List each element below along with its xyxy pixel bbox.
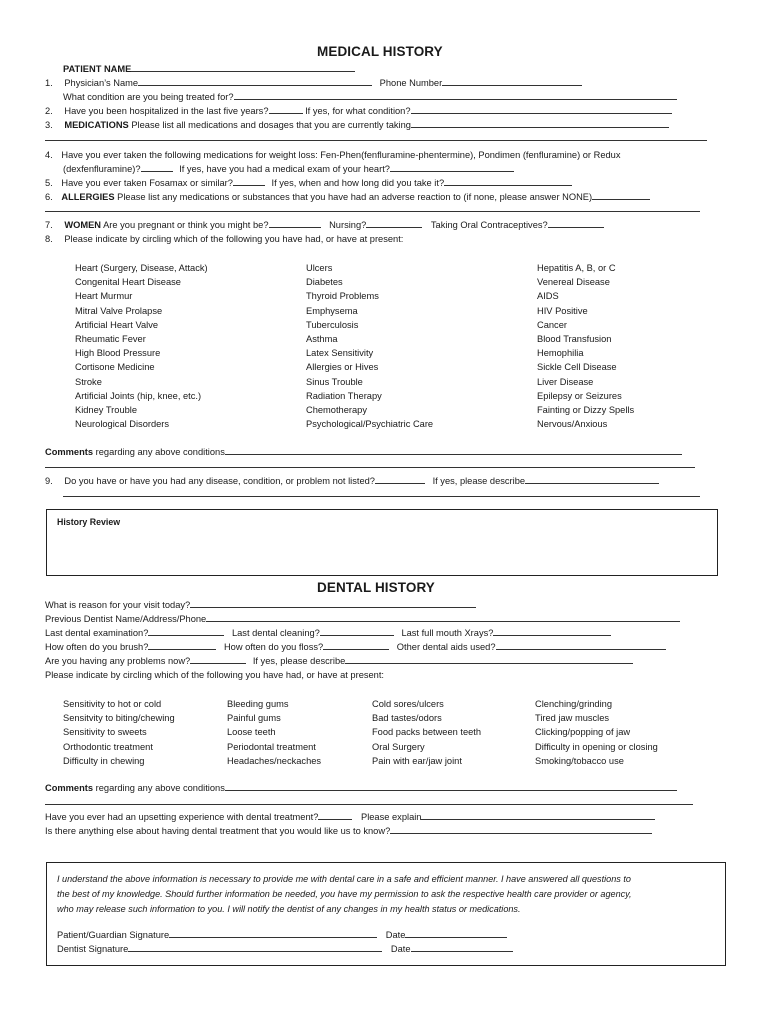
visit-reason-row [45,598,476,612]
condition-item[interactable]: Kidney Trouble [75,405,138,416]
q6-row [45,190,650,204]
condition-item[interactable]: Stroke [75,376,102,387]
dental-column-1 [63,697,175,768]
dentist-signature-field[interactable] [128,943,382,952]
other-aids-label: Other dental aids used? [396,642,496,652]
hospitalized-condition-label: If yes, for what condition? [305,106,411,116]
dental-comments-bold-label: Comments [45,783,94,793]
fosamax-label: Have you ever taken Fosamax or similar? [61,178,233,188]
nursing-label: Nursing? [329,220,367,230]
dental-column-3 [372,697,481,768]
condition-item[interactable]: Radiation Therapy [306,390,382,401]
condition-item[interactable]: Allergies or Hives [306,362,379,373]
condition-item[interactable]: Asthma [306,334,338,345]
history-review-box[interactable] [46,509,718,576]
hygiene-row [45,640,666,654]
q7-row [45,218,604,232]
condition-item[interactable]: Hemophilia [537,348,584,359]
condition-item[interactable]: Diabetes [306,277,343,288]
condition-item[interactable]: Venereal Disease [537,277,610,288]
q4-row [45,148,621,162]
other-disease-describe-label: If yes, please describe [432,476,526,486]
consent-box [46,862,726,966]
condition-item[interactable]: Mitral Valve Prolapse [75,305,163,316]
dentist-date-field[interactable] [411,943,513,952]
dental-condition-item[interactable]: Bleeding gums [227,699,289,709]
brush-field[interactable] [148,641,216,650]
condition-item[interactable]: Sinus Trouble [306,376,363,387]
dental-comments-field-line-2[interactable] [45,804,693,805]
physician-name-label: Physician’s Name [64,78,139,88]
anything-else-row [45,824,652,838]
problems-field[interactable] [190,655,246,664]
consent-statement [57,872,632,917]
dental-column-2 [227,697,321,768]
dentist-signature-row [57,942,513,956]
dental-condition-item[interactable]: Periodontal treatment [227,741,316,752]
conditions-column-1 [75,261,208,431]
floss-field[interactable] [323,641,389,650]
q7-number: 7. [45,220,53,230]
condition-item[interactable]: AIDS [537,291,559,302]
pregnant-field[interactable] [269,219,321,228]
fosamax-field[interactable] [233,177,265,186]
upsetting-row [45,810,655,824]
hospitalized-label: Have you been hospitalized in the last five years? [64,106,269,116]
condition-item[interactable]: Liver Disease [537,376,594,387]
phone-number-field[interactable] [442,77,582,86]
dental-condition-item[interactable]: Difficulty in opening or closing [535,741,658,752]
patient-date-field[interactable] [405,929,507,938]
dexfenfluramine-label: (dexfenfluramine)? [63,164,141,174]
fosamax-when-label: If yes, when and how long did you take it? [271,178,445,188]
patient-date-label: Date [385,930,406,940]
other-disease-label: Do you have or have you had any disease, condition, or problem not listed? [64,476,375,486]
condition-item[interactable]: Emphysema [306,305,358,316]
dental-indicate-row [45,668,384,682]
condition-item[interactable]: Hepatitis A, B, or C [537,263,616,273]
dental-condition-item[interactable]: Cold sores/ulcers [372,699,444,709]
heart-exam-label: If yes, have you had a medical exam of your heart? [179,164,390,174]
last-visits-row [45,626,611,640]
patient-signature-label: Patient/Guardian Signature [57,930,170,940]
dental-condition-item[interactable]: Food packs between teeth [372,727,482,738]
other-disease-field-line-2[interactable] [63,496,700,497]
consent-line-3: who may release such information to you. I will notify the dentist of any changes in my health status or medications. [57,904,521,914]
history-review-label: History Review [57,517,121,527]
medical-comments-field[interactable] [225,446,682,455]
conditions-column-3 [537,261,634,431]
patient-name-field[interactable] [131,63,355,72]
prev-dentist-label: Previous Dentist Name/Address/Phone [45,614,207,624]
prev-dentist-row [45,612,680,626]
fosamax-when-field[interactable] [444,177,572,186]
medical-history-title: MEDICAL HISTORY [317,44,443,59]
dental-comments-row [45,781,677,795]
pregnant-label: Are you pregnant or think you might be? [103,220,269,230]
q3-row [45,118,669,132]
condition-item[interactable]: High Blood Pressure [75,348,161,359]
condition-item[interactable]: Blood Transfusion [537,334,612,345]
anything-else-field[interactable] [390,825,652,834]
dental-condition-item[interactable]: Orthodontic treatment [63,741,153,752]
phone-number-label: Phone Number [379,78,443,88]
condition-item[interactable]: Epilepsy or Seizures [537,390,622,401]
upsetting-field[interactable] [318,811,352,820]
dental-condition-item[interactable]: Loose teeth [227,727,276,738]
oral-contraceptives-field[interactable] [548,219,604,228]
prev-dentist-field[interactable] [206,613,680,622]
condition-item[interactable]: Cancer [537,319,567,330]
problems-row [45,654,633,668]
medications-field-line-2[interactable] [45,140,707,141]
dexfenfluramine-field[interactable] [141,163,173,172]
q6-number: 6. [45,192,53,202]
hospitalized-condition-field[interactable] [411,105,672,114]
hospitalized-field[interactable] [269,105,303,114]
condition-item[interactable]: Neurological Disorders [75,419,170,430]
condition-item[interactable]: Latex Sensitivity [306,348,374,359]
q8-number: 8. [45,234,53,244]
q9-number: 9. [45,476,53,486]
q3-number: 3. [45,120,53,130]
nursing-field[interactable] [366,219,422,228]
condition-item[interactable]: Tuberculosis [306,319,359,330]
weight-loss-meds-label: Have you ever taken the following medications for weight loss: Fen-Phen(fenfluramine-phentermine), Pondimen (fenfluramine) or Redux [61,150,621,160]
condition-item[interactable]: HIV Positive [537,305,588,316]
dental-condition-item[interactable]: Bad tastes/odors [372,713,442,724]
dental-condition-item[interactable]: Sensitvity to biting/chewing [63,713,175,724]
medical-comments-label: regarding any above conditions [95,447,225,457]
q1-number: 1. [45,78,53,88]
last-xrays-label: Last full mouth Xrays? [401,628,494,638]
q9-row [45,474,659,488]
visit-reason-field[interactable] [190,599,476,608]
dental-condition-item[interactable]: Clenching/grinding [535,699,613,709]
explain-label: Please explain [361,812,422,822]
brush-label: How often do you brush? [45,642,149,652]
condition-treated-field[interactable] [234,91,677,100]
allergies-label: Please list any medications or substances that you have had an adverse reaction to (if none, please answer NONE) [117,192,593,202]
condition-item[interactable]: Sickle Cell Disease [537,362,617,373]
problems-describe-field[interactable] [345,655,633,664]
condition-item[interactable]: Artificial Heart Valve [75,319,159,330]
floss-label: How often do you floss? [223,642,324,652]
dental-indicate-label: Please indicate by circling which of the following you have had, or have at present: [45,670,385,680]
problems-label: Are you having any problems now? [45,656,191,666]
condition-item[interactable]: Psychological/Psychiatric Care [306,419,434,430]
condition-item[interactable]: Chemotherapy [306,405,367,416]
dental-condition-item[interactable]: Clicking/popping of jaw [535,727,631,738]
other-disease-describe-field[interactable] [525,475,659,484]
q5-row [45,176,572,190]
q4-sub-row [63,162,514,176]
condition-item[interactable]: Fainting or Dizzy Spells [537,405,635,416]
last-exam-label: Last dental examination? [45,628,149,638]
dental-column-4 [535,697,658,768]
condition-item[interactable]: Heart (Surgery, Disease, Attack) [75,263,208,273]
dentist-signature-label: Dentist Signature [57,944,129,954]
dental-condition-item[interactable]: Tired jaw muscles [535,713,610,724]
q8-row [45,232,403,246]
condition-item[interactable]: Rheumatic Fever [75,334,146,345]
other-aids-field[interactable] [496,641,666,650]
medical-comments-row [45,445,682,459]
condition-item[interactable]: Congenital Heart Disease [75,277,181,288]
dental-condition-item[interactable]: Headaches/neckaches [227,755,322,766]
heart-exam-field[interactable] [390,163,514,172]
dental-comments-label: regarding any above conditions [95,783,225,793]
dental-condition-item[interactable]: Difficulty in chewing [63,755,145,766]
patient-name-row [63,62,355,76]
allergies-field-line-2[interactable] [45,211,700,212]
q1-row [45,76,582,90]
other-disease-field[interactable] [375,475,425,484]
q1-sub-row [63,90,677,104]
dental-condition-item[interactable]: Sensitivity to hot or cold [63,699,162,709]
oral-contraceptives-label: Taking Oral Contraceptives? [430,220,548,230]
visit-reason-label: What is reason for your visit today? [45,600,191,610]
medications-label: Please list all medications and dosages that you are currently taking [131,120,411,130]
explain-field[interactable] [421,811,655,820]
q2-number: 2. [45,106,53,116]
dental-condition-item[interactable]: Sensitivity to sweets [63,727,147,738]
condition-item[interactable]: Nervous/Anxious [537,419,608,430]
anything-else-label: Is there anything else about having dental treatment that you would like us to know? [45,826,391,836]
patient-signature-field[interactable] [169,929,377,938]
conditions-column-2 [306,261,433,431]
last-cleaning-label: Last dental cleaning? [231,628,320,638]
condition-item[interactable]: Artificial Joints (hip, knee, etc.) [75,390,202,401]
dental-condition-item[interactable]: Oral Surgery [372,741,425,752]
q2-row [45,104,672,118]
dental-condition-item[interactable]: Pain with ear/jaw joint [372,755,462,766]
dental-condition-item[interactable]: Painful gums [227,713,281,724]
condition-item[interactable]: Ulcers [306,263,333,273]
upsetting-label: Have you ever had an upsetting experience with dental treatment? [45,812,319,822]
allergies-bold-label: ALLERGIES [61,192,115,202]
dental-history-title: DENTAL HISTORY [317,580,435,595]
medications-field[interactable] [411,119,669,128]
medications-bold-label: MEDICATIONS [64,120,129,130]
last-xrays-field[interactable] [493,627,611,636]
consent-line-2: the best of my knowledge. Should further information be needed, you have my permission to ask the respective health care provider or agency, [57,889,632,899]
dental-condition-item[interactable]: Smoking/tobacco use [535,755,624,766]
condition-treated-label: What condition are you being treated for? [63,92,234,102]
consent-line-1: I understand the above information is necessary to provide me with dental care in a safe and efficient manner. I have answered all questions to [57,874,631,884]
medical-comments-field-line-2[interactable] [45,467,695,468]
dental-comments-field[interactable] [225,782,677,791]
last-exam-field[interactable] [148,627,224,636]
problems-describe-label: If yes, please describe [252,656,346,666]
allergies-field[interactable] [592,191,650,200]
physician-name-field[interactable] [138,77,372,86]
circle-conditions-label: Please indicate by circling which of the following you have had, or have at present: [64,234,404,244]
patient-name-label: PATIENT NAME [63,64,132,74]
condition-item[interactable]: Cortisone Medicine [75,362,155,373]
condition-item[interactable]: Heart Murmur [75,291,133,302]
women-bold-label: WOMEN [64,220,102,230]
patient-signature-row [57,928,507,942]
q4-number: 4. [45,150,53,160]
condition-item[interactable]: Thyroid Problems [306,291,379,302]
last-cleaning-field[interactable] [320,627,394,636]
dentist-date-label: Date [390,944,411,954]
q5-number: 5. [45,178,53,188]
medical-comments-bold-label: Comments [45,447,94,457]
